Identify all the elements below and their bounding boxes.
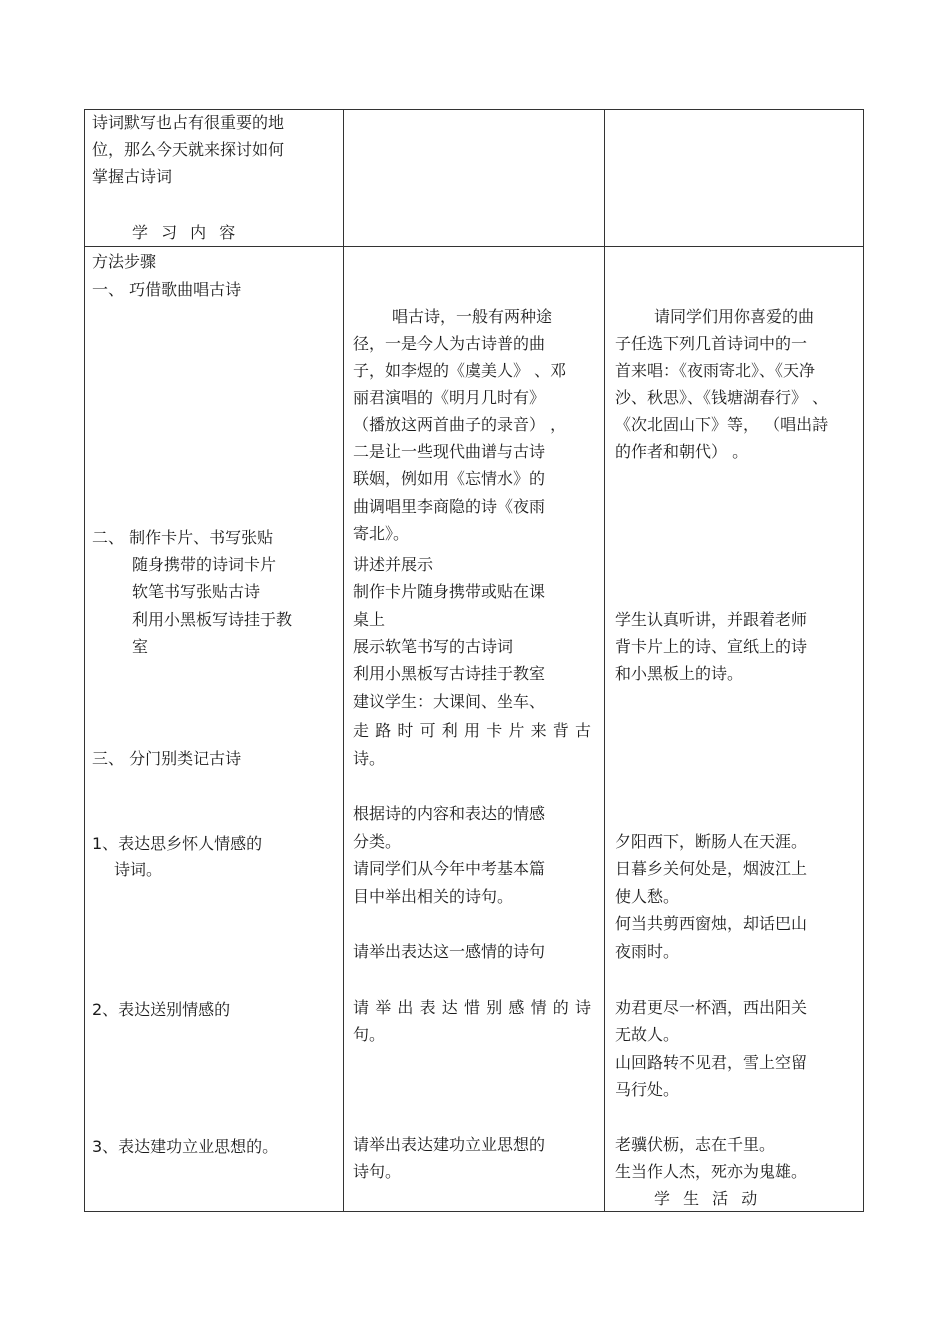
poem-ambition-line: 生当作人杰，死亦为鬼雄。: [615, 1162, 808, 1181]
poem-ambition-line: 老骥伏枥，志在千里。: [615, 1135, 776, 1154]
teacher-sing-line: 径，一是今人为古诗普的曲: [353, 334, 546, 353]
teacher-card-line: 建议学生：大课间、坐车、: [353, 692, 546, 711]
student-listen-line: 背卡片上的诗、宣纸上的诗: [615, 637, 808, 656]
column-header-study-content: 学 习 内 容: [132, 223, 240, 242]
teacher-sing-line: 曲调唱里李商隐的诗《夜雨: [353, 497, 546, 516]
category-2: 2、表达送别情感的: [92, 1000, 231, 1019]
teacher-card-line: 桌上: [353, 610, 386, 629]
teacher-sing-line: 联姻，例如用《忘情水》的: [353, 469, 546, 488]
row-divider: [84, 246, 864, 247]
step-2-item: 软笔书写张贴古诗: [132, 582, 261, 601]
teacher-ask-homesick: 请举出表达这一感情的诗句: [353, 942, 546, 961]
step-2-item: 室: [132, 637, 149, 656]
student-listen-line: 学生认真听讲，并跟着老师: [615, 610, 808, 629]
step-2-heading: 二、 制作卡片、书写张贴: [92, 528, 274, 547]
poem-homesick-line: 日暮乡关何处是，烟波江上: [615, 859, 808, 878]
poem-homesick-line: 何当共剪西窗烛，却话巴山: [615, 914, 808, 933]
student-sing-line: 《次北固山下》等， （唱出詩: [615, 415, 829, 434]
poem-homesick-line: 使人愁。: [615, 887, 680, 906]
teacher-card-line: 走路时可利用卡片来背古: [353, 721, 591, 740]
teacher-card-line: 诗。: [353, 749, 386, 768]
teacher-sing-line: （播放这两首曲子的录音） ，: [353, 415, 567, 434]
student-sing-line: 请同学们用你喜爱的曲: [654, 307, 815, 326]
teacher-ask-farewell-cont: 句。: [353, 1025, 386, 1044]
teacher-sing-line: 丽君演唱的《明月几时有》: [353, 388, 546, 407]
teacher-classify-line: 目中举出相关的诗句。: [353, 887, 514, 906]
column-header-student-activity: 学 生 活 动: [654, 1189, 762, 1208]
column-divider-2: [604, 109, 605, 1212]
student-sing-line: 子任选下列几首诗词中的一: [615, 334, 808, 353]
column-divider-1: [343, 109, 344, 1212]
teacher-sing-line: 唱古诗，一般有两种途: [392, 307, 553, 326]
teacher-ask-ambition: 请举出表达建功立业思想的: [353, 1135, 546, 1154]
student-listen-line: 和小黑板上的诗。: [615, 664, 744, 683]
step-2-item: 利用小黑板写诗挂于教: [132, 610, 293, 629]
teacher-classify-line: 根据诗的内容和表达的情感: [353, 804, 546, 823]
teacher-ask-ambition-cont: 诗句。: [353, 1162, 402, 1181]
teacher-classify-line: 分类。: [353, 832, 402, 851]
category-1: 1、表达思乡怀人情感的: [92, 834, 263, 853]
poem-farewell-line: 山回路转不见君，雪上空留: [615, 1053, 808, 1072]
poem-farewell-line: 无故人。: [615, 1025, 680, 1044]
poem-homesick-line: 夜雨时。: [615, 942, 680, 961]
student-sing-line: 沙、秋思》、《钱塘湖春行》 、: [615, 388, 829, 407]
category-1-cont: 诗词。: [114, 860, 163, 879]
category-3: 3、表达建功立业思想的。: [92, 1137, 279, 1156]
poem-homesick-line: 夕阳西下，断肠人在天涯。: [615, 832, 808, 851]
intro-line-2: 位，那么今天就来探讨如何: [92, 140, 285, 159]
teacher-sing-line: 二是让一些现代曲谱与古诗: [353, 442, 546, 461]
teacher-card-line: 利用小黑板写古诗挂于教室: [353, 664, 546, 683]
teacher-card-line: 制作卡片随身携带或贴在课: [353, 582, 546, 601]
teacher-card-line: 讲述并展示: [353, 555, 434, 574]
teacher-ask-farewell: 请举出表达惜别感情的诗: [353, 998, 591, 1017]
student-sing-line: 首来唱：《夜雨寄北》、《天净: [615, 361, 816, 380]
intro-line-3: 掌握古诗词: [92, 167, 173, 186]
poem-farewell-line: 马行处。: [615, 1080, 680, 1099]
step-3-heading: 三、 分门别类记古诗: [92, 749, 242, 768]
method-heading: 方法步骤: [92, 252, 157, 271]
intro-line-1: 诗词默写也占有很重要的地: [92, 113, 285, 132]
teacher-classify-line: 请同学们从今年中考基本篇: [353, 859, 546, 878]
teacher-sing-line: 子，如李煜的《虞美人》 、邓: [353, 361, 567, 380]
teacher-card-line: 展示软笔书写的古诗词: [353, 637, 514, 656]
step-1-heading: 一、 巧借歌曲唱古诗: [92, 280, 242, 299]
poem-farewell-line: 劝君更尽一杯酒，西出阳关: [615, 998, 808, 1017]
teacher-sing-line: 寄北》。: [353, 524, 410, 543]
step-2-item: 随身携带的诗词卡片: [132, 555, 277, 574]
student-sing-line: 的作者和朝代） 。: [615, 442, 749, 461]
